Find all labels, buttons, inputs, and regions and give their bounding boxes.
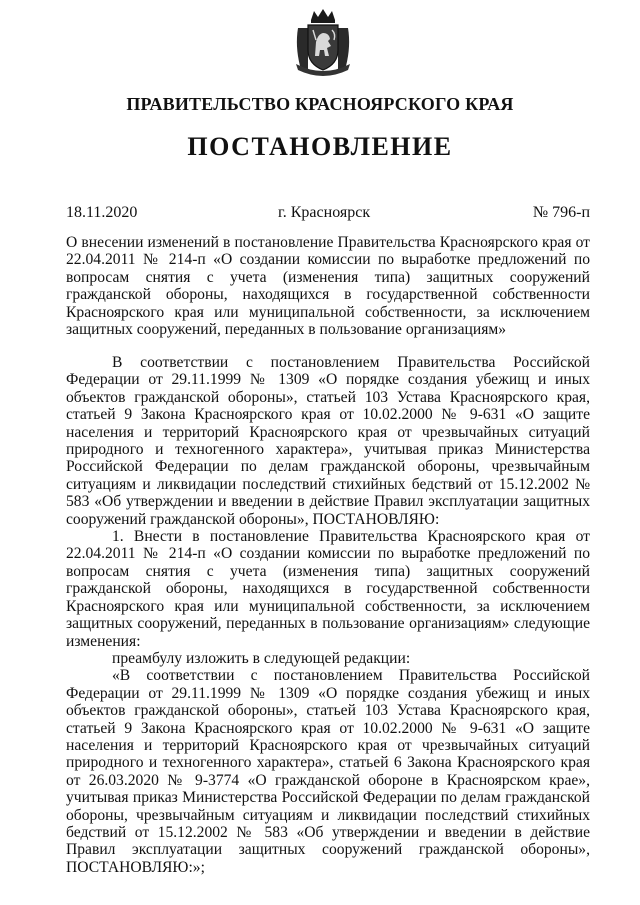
government-title: ПРАВИТЕЛЬСТВО КРАСНОЯРСКОГО КРАЯ	[126, 94, 514, 114]
document-type-title: ПОСТАНОВЛЕНИЕ	[187, 132, 453, 161]
amendment-instruction: преамбулу изложить в следующей редакции:	[112, 649, 411, 667]
document-meta	[66, 204, 590, 224]
document-date: 18.11.2020	[66, 204, 138, 221]
document-number: № 796-п	[532, 204, 590, 221]
krasnoyarsk-coat-of-arms-icon	[292, 6, 354, 76]
new-preamble-text: «В соответствии с постановлением Правительства Российской Федерации от 29.11.1999 № 1309 «О порядке создания убежищ и иных объектов гражданской обороны», статьей 103 Устава Красноярского края, статьей 9 Закона Красноярского края от 10.02.2000 № 9-631 «О защите населения и территорий Красноярского края от чрезвычайных ситуаций природного и техногенного характера», статьей 6 Закона Красноярского края от 26.03.2020 № 9-3774 «О гражданской обороне в Красноярском крае», учитывая приказ Министерства Российской Федерации по делам гражданской обороны, чрезвычайным ситуациям и ликвидации последствий стихийных бедствий от 15.12.2002 № 583 «Об утверждении и введении в действие Правил эксплуатации защитных сооружений гражданской обороны», ПОСТАНОВЛЯЮ:»;	[66, 667, 590, 876]
clause-1-paragraph: 1. Внести в постановление Правительства Красноярского края от 22.04.2011 № 214-п «О создании комиссии по выработке предложений по вопросам снятия с учета (изменения типа) защитных сооружений гражданской обороны, находящихся в государственной собственности Красноярского края или муниципальной собственности, за исключением защитных сооружений, переданных в пользование организациям» следующие изменения:	[66, 528, 590, 650]
document-city: г. Красноярск	[278, 204, 371, 221]
document-body	[66, 354, 590, 876]
document-subject: О внесении изменений в постановление Правительства Красноярского края от 22.04.2011 № 214-п «О создании комиссии по выработке предложений по вопросам снятия с учета (изменения типа) защитных сооружений гражданской обороны, находящихся в государственной собственности Красноярского края или муниципальной собственности, за исключением защитных сооружений, переданных в пользование организациям»	[66, 234, 590, 339]
preamble-paragraph: В соответствии с постановлением Правительства Российской Федерации от 29.11.1999 № 1309 «О порядке создания убежищ и иных объектов гражданской обороны», статьей 103 Устава Красноярского края, статьей 9 Закона Красноярского края от 10.02.2000 № 9-631 «О защите населения и территорий Красноярского края от чрезвычайных ситуаций природного и техногенного характера», учитывая приказ Министерства Российской Федерации по делам гражданской обороны, чрезвычайным ситуациям и ликвидации последствий стихийных бедствий от 15.12.2002 № 583 «Об утверждении и введении в действие Правил эксплуатации защитных сооружений гражданской обороны», ПОСТАНОВЛЯЮ:	[66, 354, 590, 528]
